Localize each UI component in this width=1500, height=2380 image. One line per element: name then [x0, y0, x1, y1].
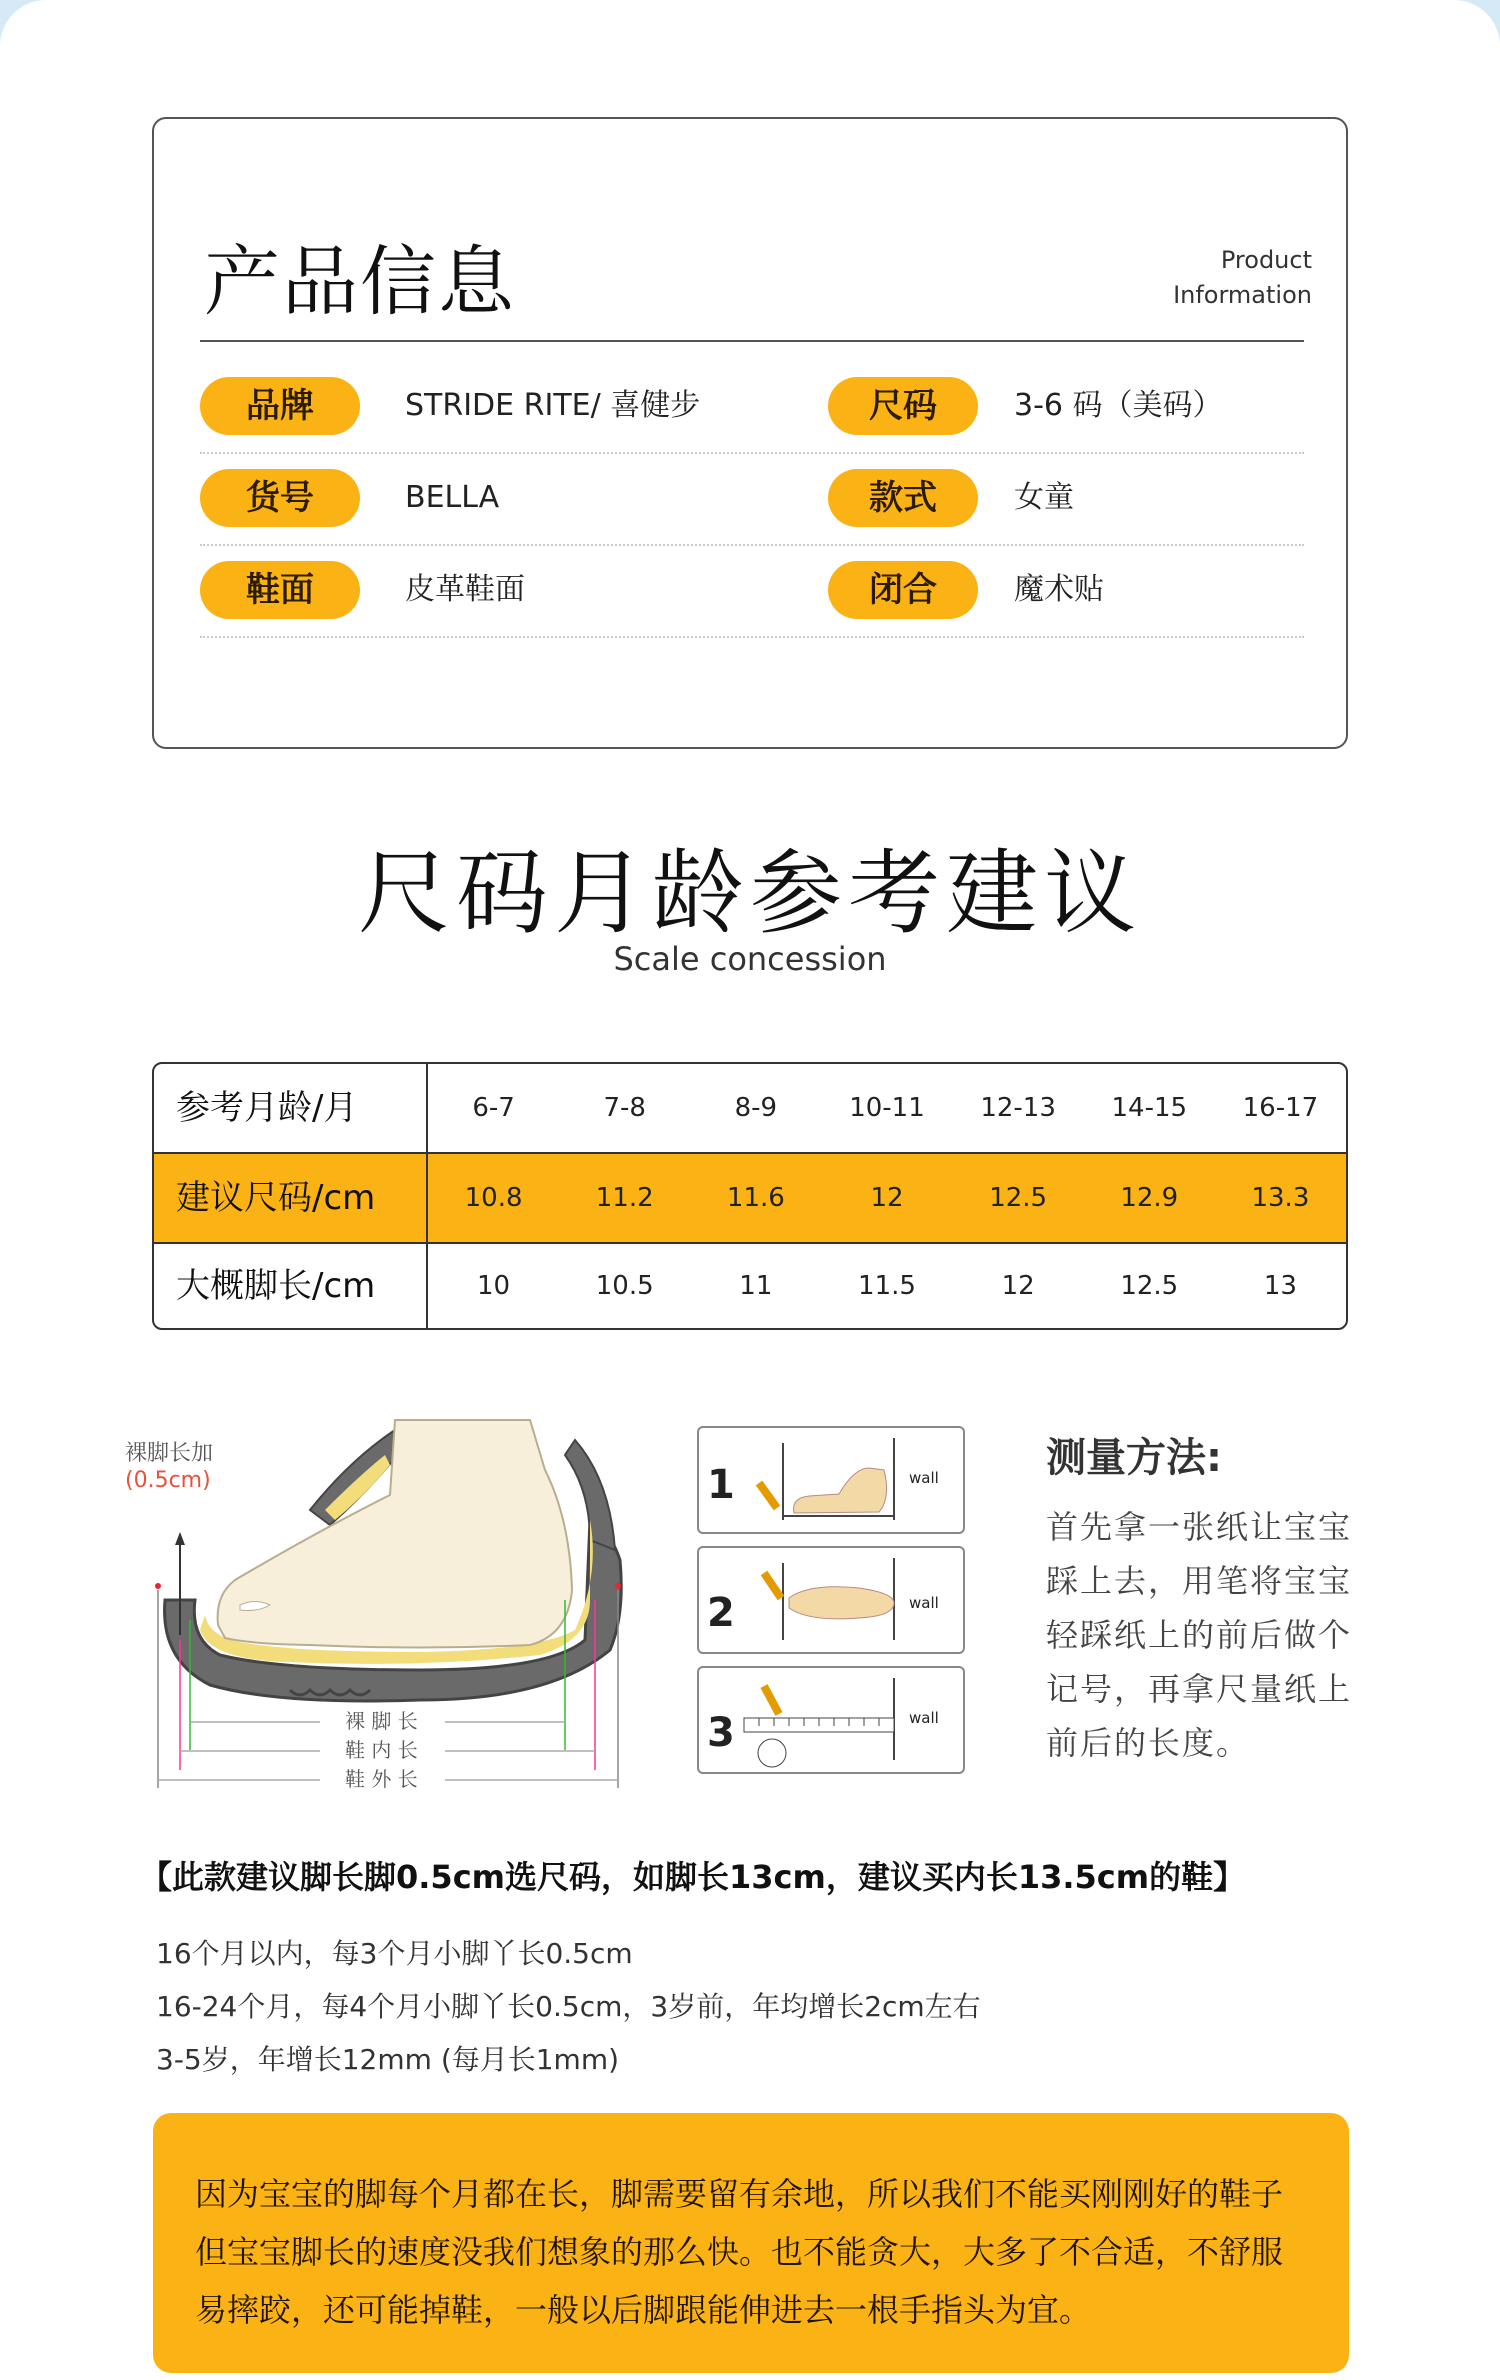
shoe-illustration [120, 1400, 640, 1810]
table-cell: 11 [739, 1271, 773, 1301]
step-1-wall: wall [909, 1469, 939, 1487]
model-value: BELLA [405, 480, 500, 515]
step-3-diagram [699, 1668, 963, 1772]
size-section-title: 尺码月龄参考建议 [357, 840, 1142, 947]
table-cell: 6-7 [472, 1093, 515, 1123]
style-label-pill: 款式 [828, 469, 978, 527]
growth-note: 16个月以内，每3个月小脚丫长0.5cm [156, 1937, 633, 1970]
table-cell: 10.5 [595, 1271, 654, 1301]
info-row-brand [200, 362, 1304, 454]
upper-value: 皮革鞋面 [405, 572, 525, 607]
step-1-number: 1 [707, 1462, 735, 1508]
table-cell: 12 [870, 1183, 904, 1213]
model-label-pill: 货号 [200, 469, 360, 527]
step-2-wall: wall [909, 1594, 939, 1612]
growth-note: 16-24个月，每4个月小脚丫长0.5cm，3岁前，年均增长2cm左右 [156, 1990, 981, 2023]
style-value: 女童 [1014, 480, 1074, 515]
step-2-diagram [699, 1548, 963, 1652]
product-info-subtitle-line2: Information [1173, 281, 1312, 309]
table-row-suggested-size [154, 1152, 1346, 1244]
size-value: 3-6 码（美码） [1014, 388, 1223, 423]
allowance-value: (0.5cm) [125, 1468, 211, 1493]
method-title: 测量方法: [1046, 1435, 1222, 1481]
table-cell: 11.5 [858, 1271, 916, 1301]
table-cell: 11.6 [726, 1183, 785, 1213]
age-values [428, 1064, 1346, 1152]
product-info-title: 产品信息 [204, 237, 516, 326]
row-label-age: 参考月龄/月 [176, 1088, 358, 1128]
outer-length-label: 鞋 外 长 [345, 1767, 418, 1791]
suggested-size-values [428, 1154, 1346, 1242]
inner-length-label: 鞋 内 长 [345, 1738, 418, 1762]
size-label-pill: 尺码 [828, 377, 978, 435]
size-advice: 【此款建议脚长脚0.5cm选尺码，如脚长13cm，建议买内长13.5cm的鞋】 [140, 1858, 1246, 1896]
size-section-subtitle: Scale concession [613, 940, 887, 978]
product-info-card [152, 117, 1348, 749]
notice-box [153, 2113, 1349, 2373]
table-cell: 13.3 [1251, 1183, 1310, 1213]
step-1-panel [697, 1426, 965, 1534]
table-cell: 12.5 [989, 1183, 1048, 1213]
table-cell: 12.5 [1120, 1271, 1179, 1301]
table-cell: 12 [1001, 1271, 1035, 1301]
table-cell: 16-17 [1242, 1093, 1319, 1123]
table-row-age [154, 1064, 1346, 1152]
table-cell: 11.2 [595, 1183, 654, 1213]
size-table [152, 1062, 1348, 1330]
measuring-steps [697, 1426, 967, 1786]
brand-label-pill: 品牌 [200, 377, 360, 435]
method-text: 首先拿一张纸让宝宝踩上去，用笔将宝宝轻踩纸上的前后做个记号，再拿尺量纸上前后的长度。 [1046, 1508, 1353, 1762]
row-label-suggested-size: 建议尺码/cm [176, 1178, 376, 1218]
table-cell: 10-11 [849, 1093, 925, 1123]
info-row-model [200, 454, 1304, 546]
table-row-foot-length [154, 1242, 1346, 1330]
upper-label-pill: 鞋面 [200, 561, 360, 619]
allowance-label: 裸脚长加 [125, 1441, 214, 1466]
table-cell: 10.8 [464, 1183, 523, 1213]
product-info-subtitle [1092, 243, 1312, 313]
notice-line: 因为宝宝的脚每个月都在长，脚需要留有余地，所以我们不能买刚刚好的鞋子 [195, 2175, 1284, 2213]
step-3-wall: wall [909, 1709, 939, 1727]
table-cell: 7-8 [603, 1093, 646, 1123]
table-cell: 10 [477, 1271, 511, 1301]
bare-foot-label: 裸 脚 长 [345, 1709, 418, 1733]
table-cell: 14-15 [1111, 1093, 1188, 1123]
table-cell: 12-13 [980, 1093, 1056, 1123]
step-1-diagram [699, 1428, 963, 1532]
step-2-panel [697, 1546, 965, 1654]
title-divider [200, 340, 1304, 342]
foot-length-values [428, 1242, 1346, 1330]
shoe-diagram [120, 1400, 640, 1810]
info-row-upper [200, 546, 1304, 638]
table-cell: 8-9 [734, 1093, 778, 1123]
closure-value: 魔术贴 [1014, 572, 1104, 607]
step-3-panel [697, 1666, 965, 1774]
notice-line: 易摔跤，还可能掉鞋，一般以后脚跟能伸进去一根手指头为宜。 [195, 2291, 1092, 2329]
notice-line: 但宝宝脚长的速度没我们想象的那么快。也不能贪大，大多了不合适，不舒服 [195, 2233, 1284, 2271]
growth-note: 3-5岁，年增长12mm (每月长1mm) [156, 2043, 620, 2076]
product-info-subtitle-line1: Product [1220, 246, 1312, 274]
closure-label-pill: 闭合 [828, 561, 978, 619]
step-2-number: 2 [707, 1590, 735, 1636]
table-cell: 12.9 [1120, 1183, 1179, 1213]
step-3-number: 3 [707, 1710, 735, 1756]
row-label-foot-length: 大概脚长/cm [176, 1266, 376, 1306]
table-cell: 13 [1263, 1271, 1297, 1301]
brand-value: STRIDE RITE/ 喜健步 [405, 388, 701, 423]
